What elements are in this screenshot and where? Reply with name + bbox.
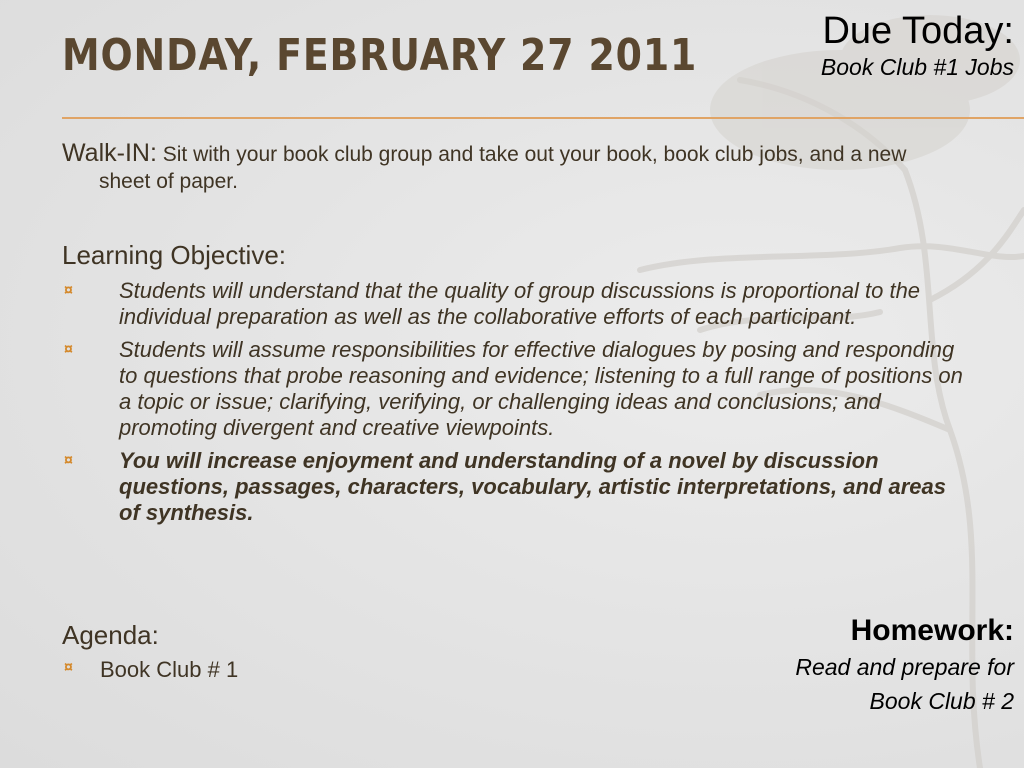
due-today-box	[821, 10, 1014, 82]
due-today-label: Due Today:	[822, 10, 1014, 52]
walkin-text: Sit with your book club group and take out your book, book club jobs, and a new sheet of paper.	[99, 143, 907, 193]
slide-title: MONDAY, FEBRUARY 27 2011	[62, 30, 698, 81]
objective-item-text: Students will assume responsibilities for effective dialogues by posing and responding to questions that probe reasoning and evidence; listening to a full range of positions on a topic or issue; clarifying, verifying, or challenging ideas and conclusions; and promoting divergent and creative viewpoints.	[119, 337, 963, 440]
objective-item	[62, 448, 967, 526]
cross-bullet-icon: ¤	[64, 452, 73, 469]
homework-label: Homework:	[850, 614, 1014, 647]
objective-item-text: Students will understand that the quality of group discussions is proportional to the individual preparation as well as the collaborative efforts of each participant.	[119, 278, 921, 329]
homework-line: Read and prepare for	[795, 654, 1014, 680]
walkin-label: Walk-IN:	[62, 139, 157, 167]
title-divider	[62, 117, 1024, 119]
walkin-paragraph	[62, 140, 959, 195]
objective-item-text: You will increase enjoyment and understanding of a novel by discussion questions, passages, characters, vocabulary, artistic interpretations, and areas of synthesis.	[119, 448, 946, 525]
objective-heading: Learning Objective:	[62, 240, 287, 270]
agenda-heading: Agenda:	[62, 620, 159, 650]
cross-bullet-icon: ¤	[64, 341, 73, 358]
cross-bullet-icon: ¤	[64, 282, 73, 299]
cross-bullet-icon: ¤	[64, 659, 73, 676]
objective-item	[62, 278, 967, 330]
objective-item	[62, 337, 967, 441]
due-today-value: Book Club #1 Jobs	[820, 54, 1014, 80]
homework-box	[795, 612, 1014, 718]
objective-list	[62, 278, 967, 533]
agenda-item	[62, 657, 238, 683]
homework-line: Book Club # 2	[869, 688, 1014, 714]
agenda-item-text: Book Club # 1	[100, 657, 239, 682]
